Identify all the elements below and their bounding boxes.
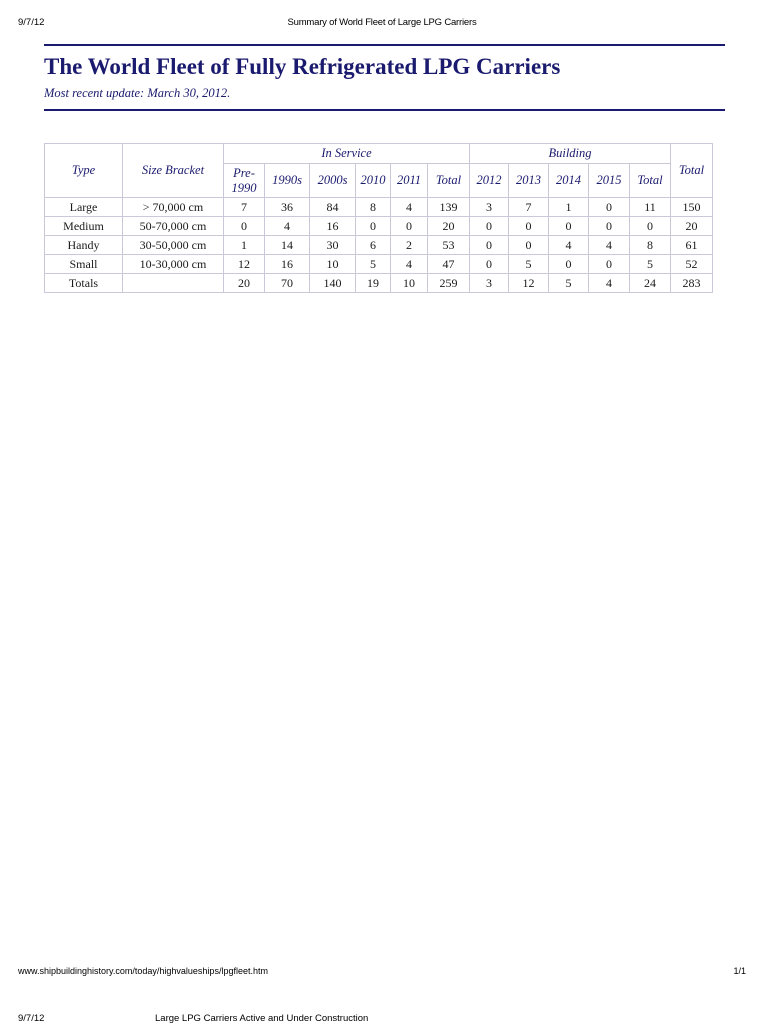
building-cell: 0 — [589, 198, 630, 217]
fleet-table — [44, 143, 713, 293]
table-body — [45, 198, 713, 293]
table-row — [45, 217, 713, 236]
type-cell: Handy — [45, 236, 123, 255]
type-cell: Large — [45, 198, 123, 217]
in-service-cell: 139 — [428, 198, 470, 217]
building-cell: 5 — [549, 274, 589, 293]
col-header: 2010 — [356, 164, 391, 198]
source-url: www.shipbuildinghistory.com/today/highvalueships/lpgfleet.htm — [18, 966, 268, 976]
in-service-cell: 12 — [224, 255, 265, 274]
next-page-title: Large LPG Carriers Active and Under Construction — [155, 1013, 369, 1024]
in-service-cell: 2 — [391, 236, 428, 255]
col-header: 2012 — [470, 164, 509, 198]
update-note: Most recent update: March 30, 2012. — [44, 86, 231, 100]
in-service-cell: 4 — [265, 217, 310, 236]
in-service-cell: 19 — [356, 274, 391, 293]
building-cell: 3 — [470, 198, 509, 217]
in-service-cell: 20 — [428, 217, 470, 236]
grand-total-header: Total — [671, 144, 713, 198]
in-service-cell: 53 — [428, 236, 470, 255]
size-bracket-cell: > 70,000 cm — [123, 198, 224, 217]
in-service-cell: 70 — [265, 274, 310, 293]
building-cell: 11 — [630, 198, 671, 217]
building-cell: 5 — [509, 255, 549, 274]
building-cell: 0 — [589, 255, 630, 274]
in-service-cell: 10 — [310, 255, 356, 274]
building-cell: 1 — [549, 198, 589, 217]
building-cell: 0 — [549, 217, 589, 236]
building-cell: 5 — [630, 255, 671, 274]
in-service-cell: 16 — [310, 217, 356, 236]
type-cell: Medium — [45, 217, 123, 236]
print-header — [18, 17, 746, 31]
in-service-cell: 1 — [224, 236, 265, 255]
in-service-cell: 7 — [224, 198, 265, 217]
total-cell: 150 — [671, 198, 713, 217]
in-service-header: In Service — [224, 144, 470, 164]
col-header: 2000s — [310, 164, 356, 198]
in-service-cell: 0 — [356, 217, 391, 236]
in-service-cell: 84 — [310, 198, 356, 217]
building-cell: 12 — [509, 274, 549, 293]
table-row — [45, 236, 713, 255]
in-service-cell: 4 — [391, 255, 428, 274]
table-header-group-row — [45, 144, 713, 164]
in-service-cell: 259 — [428, 274, 470, 293]
building-cell: 0 — [509, 217, 549, 236]
size-bracket-cell — [123, 274, 224, 293]
table-row — [45, 198, 713, 217]
in-service-cell: 0 — [224, 217, 265, 236]
in-service-cell: 47 — [428, 255, 470, 274]
in-service-cell: 14 — [265, 236, 310, 255]
building-cell: 4 — [549, 236, 589, 255]
top-divider — [44, 44, 725, 46]
table-row — [45, 255, 713, 274]
col-header: Total — [428, 164, 470, 198]
building-cell: 0 — [589, 217, 630, 236]
in-service-cell: 8 — [356, 198, 391, 217]
col-header: 2015 — [589, 164, 630, 198]
size-bracket-header: Size Bracket — [123, 144, 224, 198]
building-cell: 3 — [470, 274, 509, 293]
print-date: 9/7/12 — [18, 17, 45, 28]
type-header: Type — [45, 144, 123, 198]
page-title: The World Fleet of Fully Refrigerated LPG Carriers — [44, 54, 561, 79]
in-service-cell: 20 — [224, 274, 265, 293]
total-cell: 20 — [671, 217, 713, 236]
in-service-cell: 16 — [265, 255, 310, 274]
total-cell: 52 — [671, 255, 713, 274]
in-service-cell: 5 — [356, 255, 391, 274]
building-cell: 8 — [630, 236, 671, 255]
building-cell: 0 — [630, 217, 671, 236]
building-cell: 0 — [470, 255, 509, 274]
col-header: Pre-1990 — [224, 164, 265, 198]
in-service-cell: 30 — [310, 236, 356, 255]
building-cell: 7 — [509, 198, 549, 217]
size-bracket-cell: 50-70,000 cm — [123, 217, 224, 236]
print-page-title: Summary of World Fleet of Large LPG Carriers — [287, 17, 477, 28]
building-header: Building — [470, 144, 671, 164]
in-service-cell: 6 — [356, 236, 391, 255]
col-header: 2014 — [549, 164, 589, 198]
type-cell: Small — [45, 255, 123, 274]
col-header: 1990s — [265, 164, 310, 198]
in-service-cell: 140 — [310, 274, 356, 293]
table-row — [45, 274, 713, 293]
next-page-date: 9/7/12 — [18, 1013, 45, 1024]
building-cell: 0 — [549, 255, 589, 274]
size-bracket-cell: 30-50,000 cm — [123, 236, 224, 255]
page-number: 1/1 — [733, 966, 746, 976]
bottom-divider — [44, 109, 725, 111]
size-bracket-cell: 10-30,000 cm — [123, 255, 224, 274]
col-header: Total — [630, 164, 671, 198]
building-cell: 24 — [630, 274, 671, 293]
total-cell: 61 — [671, 236, 713, 255]
in-service-cell: 0 — [391, 217, 428, 236]
building-cell: 4 — [589, 236, 630, 255]
col-header: 2013 — [509, 164, 549, 198]
in-service-cell: 36 — [265, 198, 310, 217]
building-cell: 0 — [509, 236, 549, 255]
building-cell: 0 — [470, 236, 509, 255]
next-page-header — [18, 1013, 746, 1025]
in-service-cell: 10 — [391, 274, 428, 293]
type-cell: Totals — [45, 274, 123, 293]
building-cell: 4 — [589, 274, 630, 293]
col-header: 2011 — [391, 164, 428, 198]
in-service-cell: 4 — [391, 198, 428, 217]
total-cell: 283 — [671, 274, 713, 293]
building-cell: 0 — [470, 217, 509, 236]
